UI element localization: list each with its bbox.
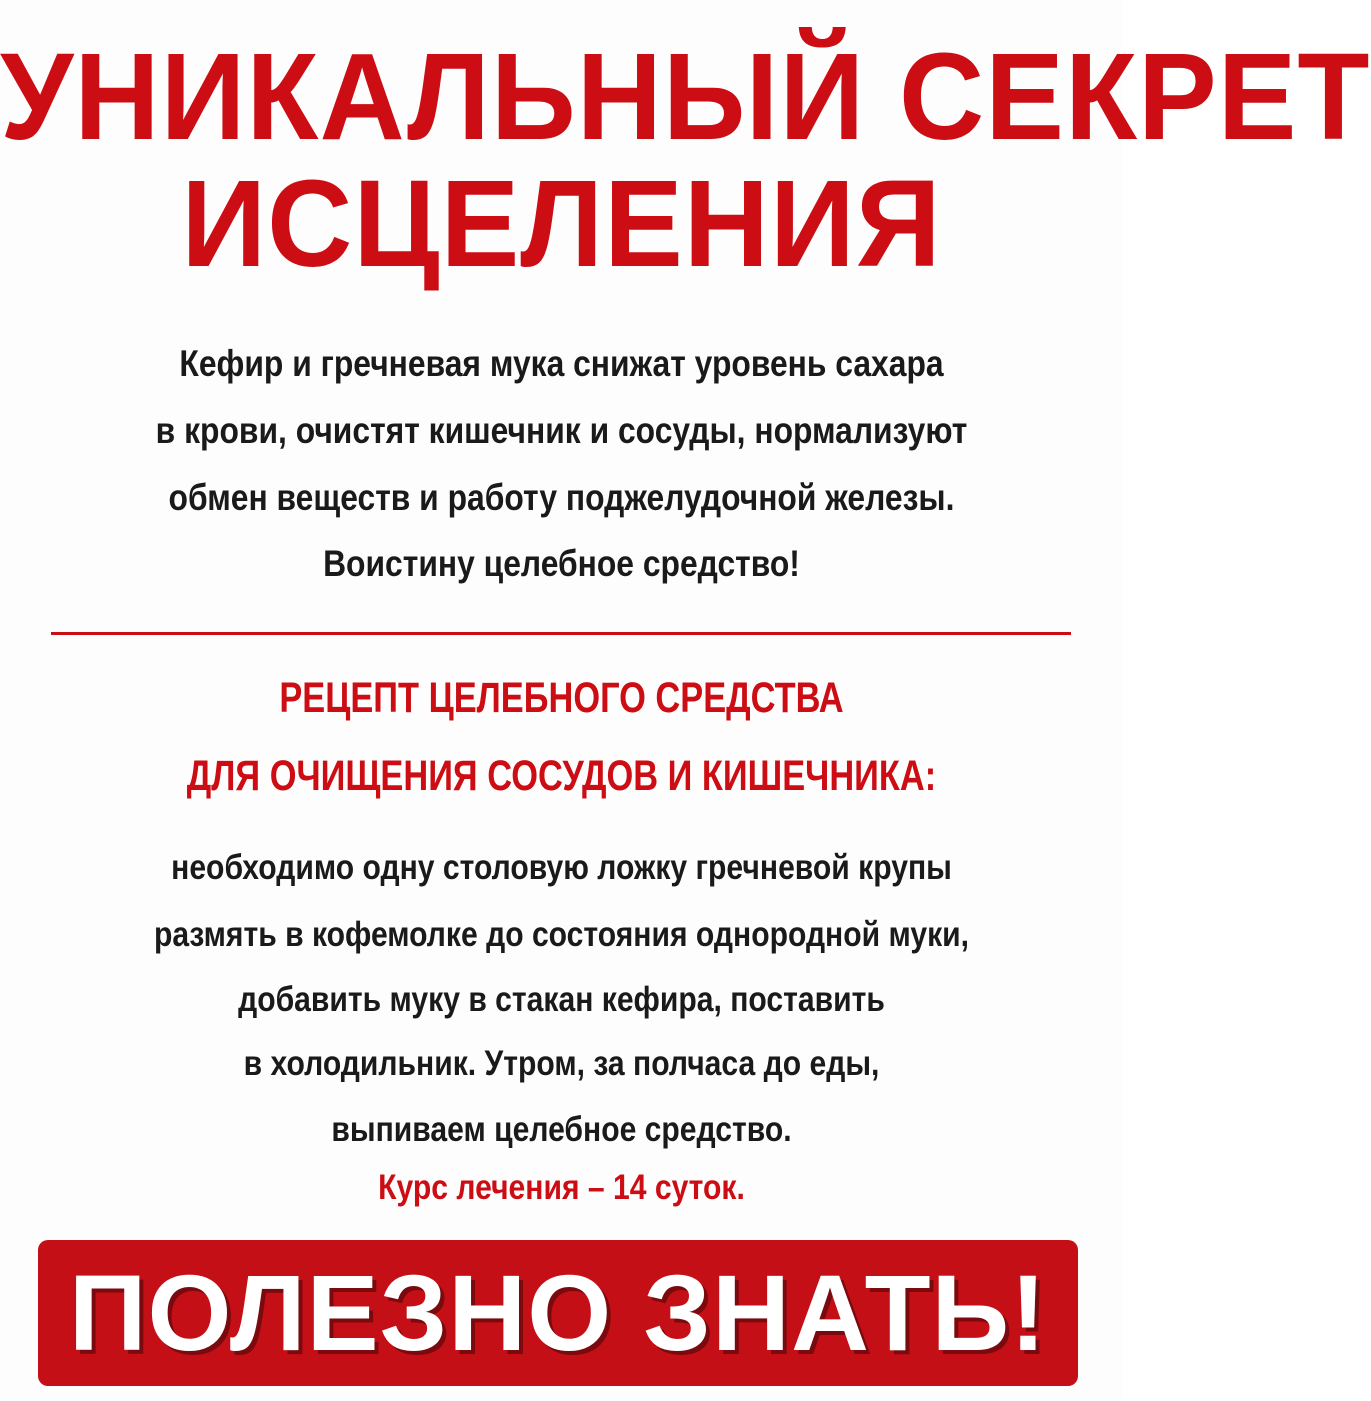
recipe-line-2: размять в кофемолке до состояния однородной муки, xyxy=(153,915,970,954)
title-line-1: УНИКАЛЬНЫЙ СЕКРЕТ xyxy=(0,27,1371,167)
lead-line-1: Кефир и гречневая мука снижат уровень сахара xyxy=(179,343,944,384)
treatment-course: Курс лечения – 14 суток. xyxy=(378,1168,745,1207)
recipe-line-4: в холодильник. Утром, за полчаса до еды, xyxy=(243,1044,880,1083)
recipe-heading-line-1: РЕЦЕПТ ЦЕЛЕБНОГО СРЕДСТВА xyxy=(279,674,844,722)
lead-line-4: Воистину целебное средство! xyxy=(323,543,800,584)
lead-line-2: в крови, очистят кишечник и сосуды, нормализуют xyxy=(155,410,968,451)
recipe-line-5: выпиваем целебное средство. xyxy=(331,1110,792,1149)
recipe-heading-line-2: ДЛЯ ОЧИЩЕНИЯ СОСУДОВ И КИШЕЧНИКА: xyxy=(186,752,937,800)
section-divider xyxy=(51,632,1071,635)
useful-to-know-banner xyxy=(38,1240,1078,1386)
lead-line-3: обмен веществ и работу поджелудочной железы. xyxy=(168,477,955,518)
recipe-line-1: необходимо одну столовую ложку гречневой крупы xyxy=(171,848,952,887)
title-line-2: ИСЦЕЛЕНИЯ xyxy=(181,154,942,294)
recipe-line-3: добавить муку в стакан кефира, поставить xyxy=(238,980,885,1019)
banner-text: ПОЛЕЗНО ЗНАТЬ! xyxy=(68,1252,1048,1373)
